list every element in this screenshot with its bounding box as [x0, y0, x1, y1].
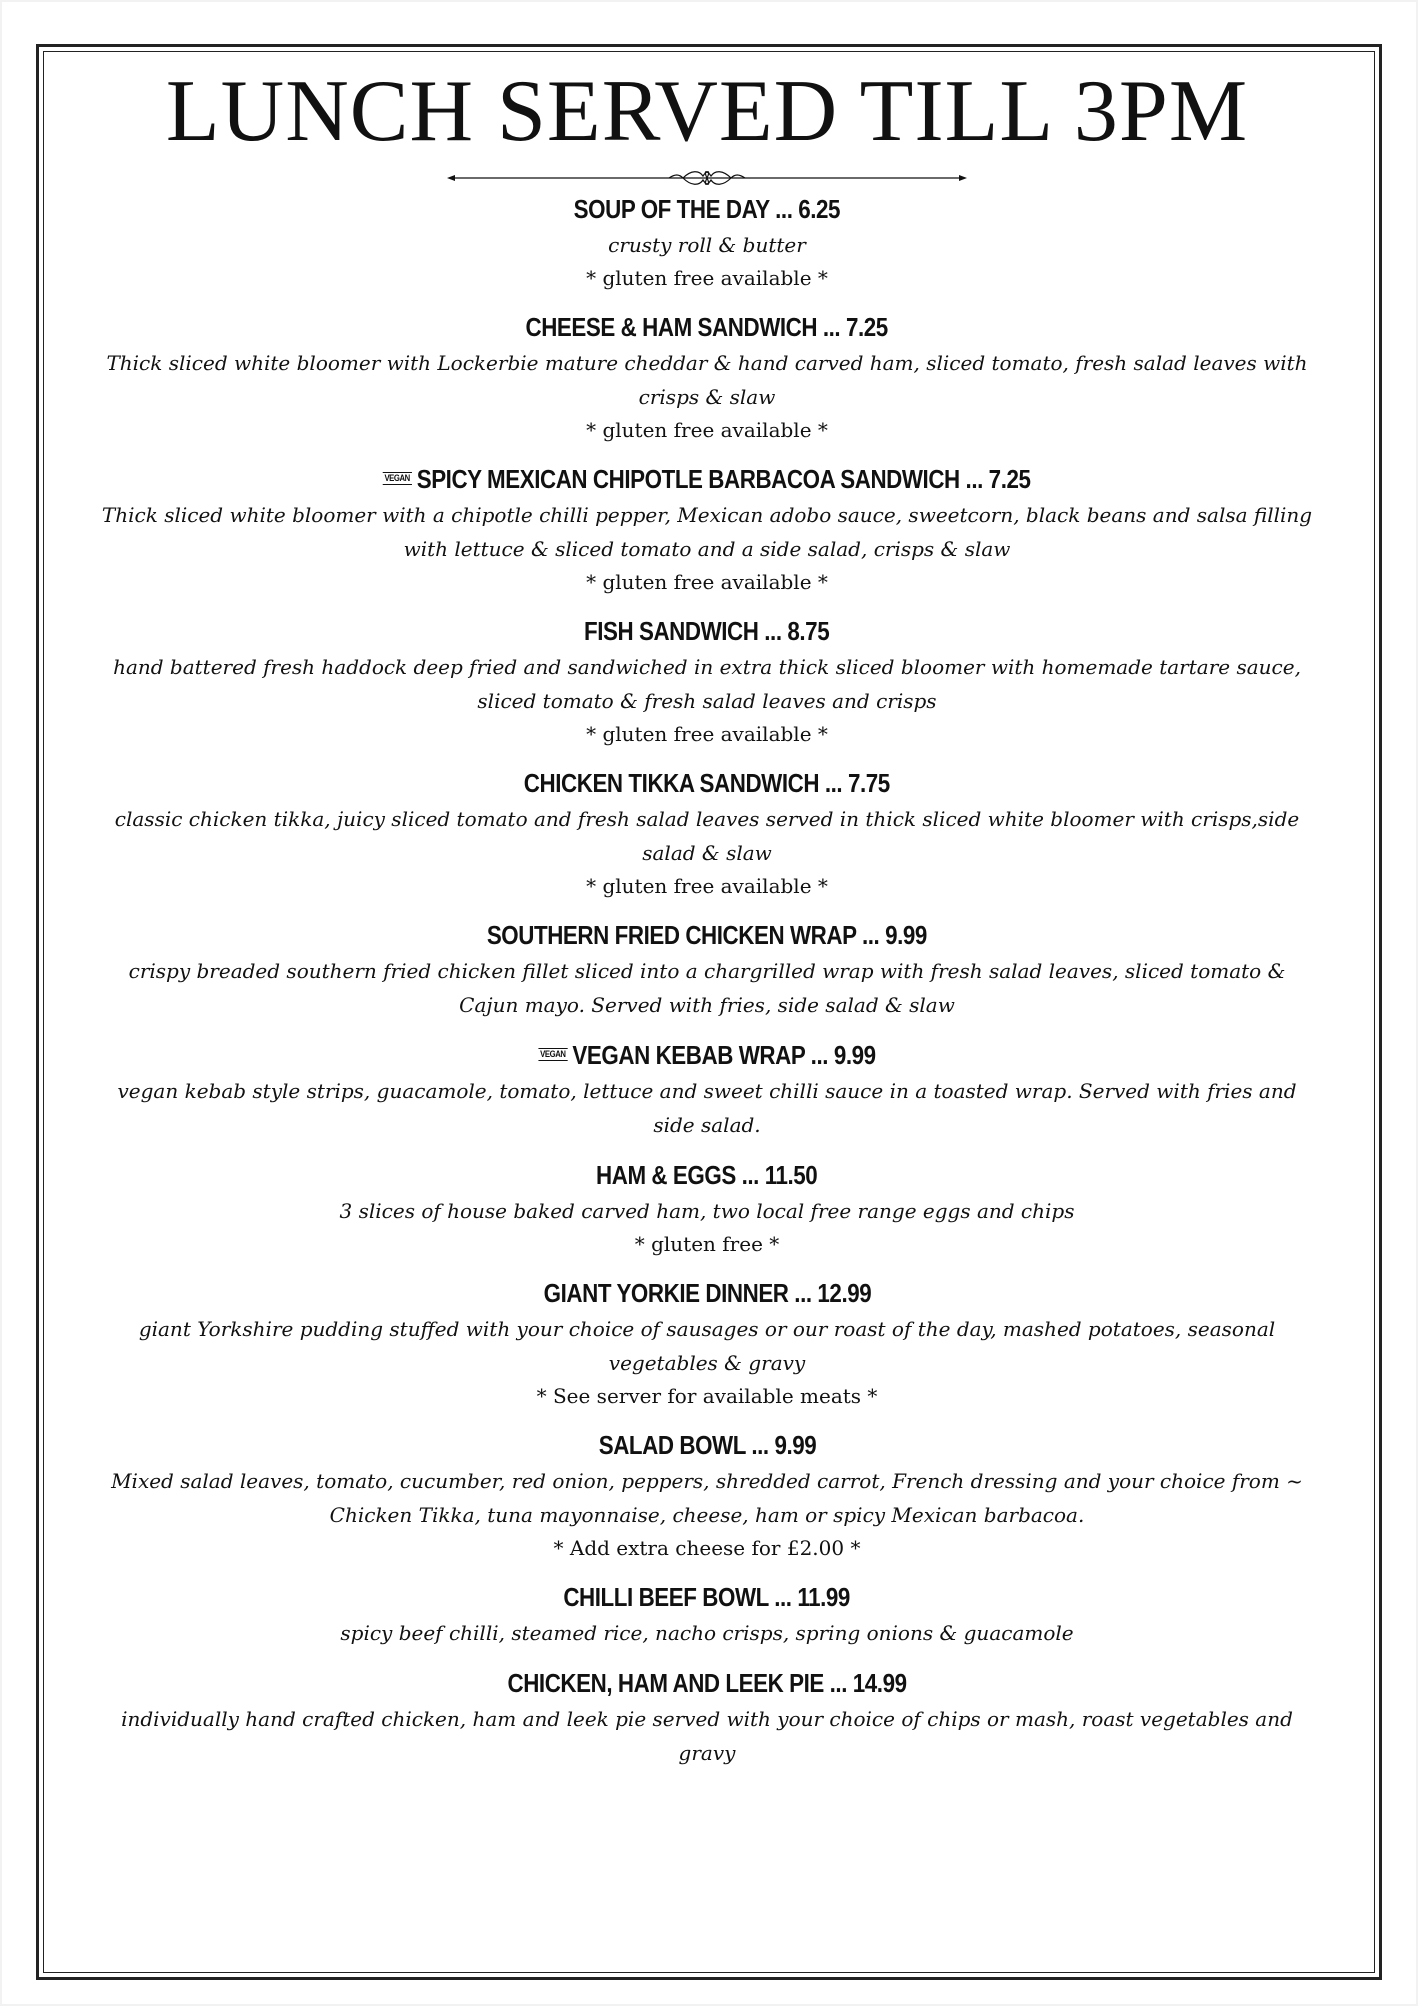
menu-item-name [598, 1426, 816, 1464]
menu-item-name [487, 916, 927, 954]
menu-item-name-text: CHICKEN TIKKA SANDWICH ... 7.75 [523, 768, 890, 798]
menu-item-description: crusty roll & butter [608, 233, 806, 257]
menu-item-note: * gluten free * [634, 1232, 780, 1256]
menu-item [62, 1156, 1352, 1260]
menu-item-description: Mixed salad leaves, tomato, cucumber, red onion, peppers, shredded carrot, French dressing and your choice from ~ Chicken Tikka, tuna mayonnaise, cheese, ham or spicy Mexican barbacoa. [111, 1469, 1303, 1527]
menu-items [62, 190, 1352, 1770]
menu-item-heading [62, 460, 1352, 498]
menu-item-name [526, 308, 888, 346]
menu-item-note: * gluten free available * [586, 266, 828, 290]
menu-item-name [507, 1664, 906, 1702]
menu-item-heading [62, 1036, 1352, 1074]
menu-item-name-text: CHILLI BEEF BOWL ... 11.99 [563, 1582, 851, 1612]
menu-item [62, 916, 1352, 1022]
menu-item-name-text: SOUTHERN FRIED CHICKEN WRAP ... 9.99 [486, 920, 928, 950]
menu-item-name-text: SOUP OF THE DAY ... 6.25 [573, 194, 841, 224]
ornament-divider-icon [447, 168, 967, 188]
vegan-badge-icon: VEGAN [384, 472, 411, 483]
menu-item-note: * gluten free available * [586, 570, 828, 594]
menu-item [62, 308, 1352, 446]
menu-item-note: * gluten free available * [586, 418, 828, 442]
menu-item-note: * gluten free available * [586, 874, 828, 898]
menu-item-heading [62, 916, 1352, 954]
menu-item-description: Thick sliced white bloomer with a chipotle chilli pepper, Mexican adobo sauce, sweetcorn, black beans and salsa filling with lettuce & sliced tomato and a side salad, crisps & slaw [101, 503, 1313, 561]
menu-item-description: 3 slices of house baked carved ham, two local free range eggs and chips [339, 1199, 1075, 1223]
menu-item-name-text: SPICY MEXICAN CHIPOTLE BARBACOA SANDWICH ... 7.25 [417, 464, 1031, 494]
menu-item-note: * gluten free available * [586, 722, 828, 746]
menu-item-heading [62, 308, 1352, 346]
menu-item [62, 1664, 1352, 1770]
menu-page [2, 2, 1416, 2004]
menu-item-name-text: VEGAN KEBAB WRAP ... 9.99 [572, 1040, 876, 1070]
menu-item [62, 1426, 1352, 1564]
menu-item-heading [62, 1156, 1352, 1194]
menu-item-heading [62, 1664, 1352, 1702]
menu-item-description: giant Yorkshire pudding stuffed with your choice of sausages or our roast of the day, mashed potatoes, seasonal vegetables & gravy [138, 1317, 1276, 1375]
menu-item-heading [62, 1274, 1352, 1312]
menu-item-heading [62, 190, 1352, 228]
menu-item-name [538, 1036, 875, 1074]
menu-item [62, 1274, 1352, 1412]
menu-item [62, 460, 1352, 598]
menu-item-name [543, 1274, 871, 1312]
menu-item-heading [62, 1578, 1352, 1616]
menu-item [62, 612, 1352, 750]
vegan-badge-icon: VEGAN [540, 1048, 566, 1059]
menu-item-name [524, 764, 890, 802]
menu-item-name-text: FISH SANDWICH ... 8.75 [584, 616, 830, 646]
menu-item [62, 764, 1352, 902]
menu-item [62, 1578, 1352, 1650]
menu-item-note: * See server for available meats * [536, 1384, 878, 1408]
menu-item-name [383, 460, 1031, 498]
menu-item-description: vegan kebab style strips, guacamole, tomato, lettuce and sweet chilli sauce in a toasted wrap. Served with fries and side salad. [117, 1079, 1297, 1137]
menu-item-name-text: GIANT YORKIE DINNER ... 12.99 [543, 1278, 871, 1308]
menu-item-name-text: SALAD BOWL ... 9.99 [598, 1430, 816, 1460]
menu-item-heading [62, 612, 1352, 650]
menu-title: LUNCH SERVED TILL 3PM [165, 63, 1249, 160]
menu-item-description: individually hand crafted chicken, ham and leek pie served with your choice of chips or mash, roast vegetables and gravy [121, 1707, 1293, 1765]
menu-item-description: hand battered fresh haddock deep fried and sandwiched in extra thick sliced bloomer with homemade tartare sauce, sliced tomato & fresh salad leaves and crisps [113, 655, 1301, 713]
menu-item-description: classic chicken tikka, juicy sliced tomato and fresh salad leaves served in thick sliced white bloomer with crisps,side salad & slaw [114, 807, 1300, 865]
menu-content [62, 62, 1352, 1784]
menu-item-description: Thick sliced white bloomer with Lockerbie mature cheddar & hand carved ham, sliced tomato, fresh salad leaves with crisps & slaw [106, 351, 1308, 409]
menu-item-name [564, 1578, 851, 1616]
menu-item-name-text: CHEESE & HAM SANDWICH ... 7.25 [525, 312, 889, 342]
menu-item-name [574, 190, 840, 228]
menu-item-name-text: HAM & EGGS ... 11.50 [596, 1160, 818, 1190]
menu-item [62, 1036, 1352, 1142]
menu-item-note: * Add extra cheese for £2.00 * [553, 1536, 861, 1560]
menu-item-name [584, 612, 829, 650]
menu-item-description: crispy breaded southern fried chicken fillet sliced into a chargrilled wrap with fresh salad leaves, sliced tomato & Cajun mayo. Served with fries, side salad & slaw [128, 959, 1286, 1017]
menu-item-heading [62, 1426, 1352, 1464]
menu-item [62, 190, 1352, 294]
menu-item-heading [62, 764, 1352, 802]
menu-item-name [596, 1156, 817, 1194]
menu-item-description: spicy beef chilli, steamed rice, nacho crisps, spring onions & guacamole [340, 1621, 1074, 1645]
menu-item-name-text: CHICKEN, HAM AND LEEK PIE ... 14.99 [507, 1668, 907, 1698]
